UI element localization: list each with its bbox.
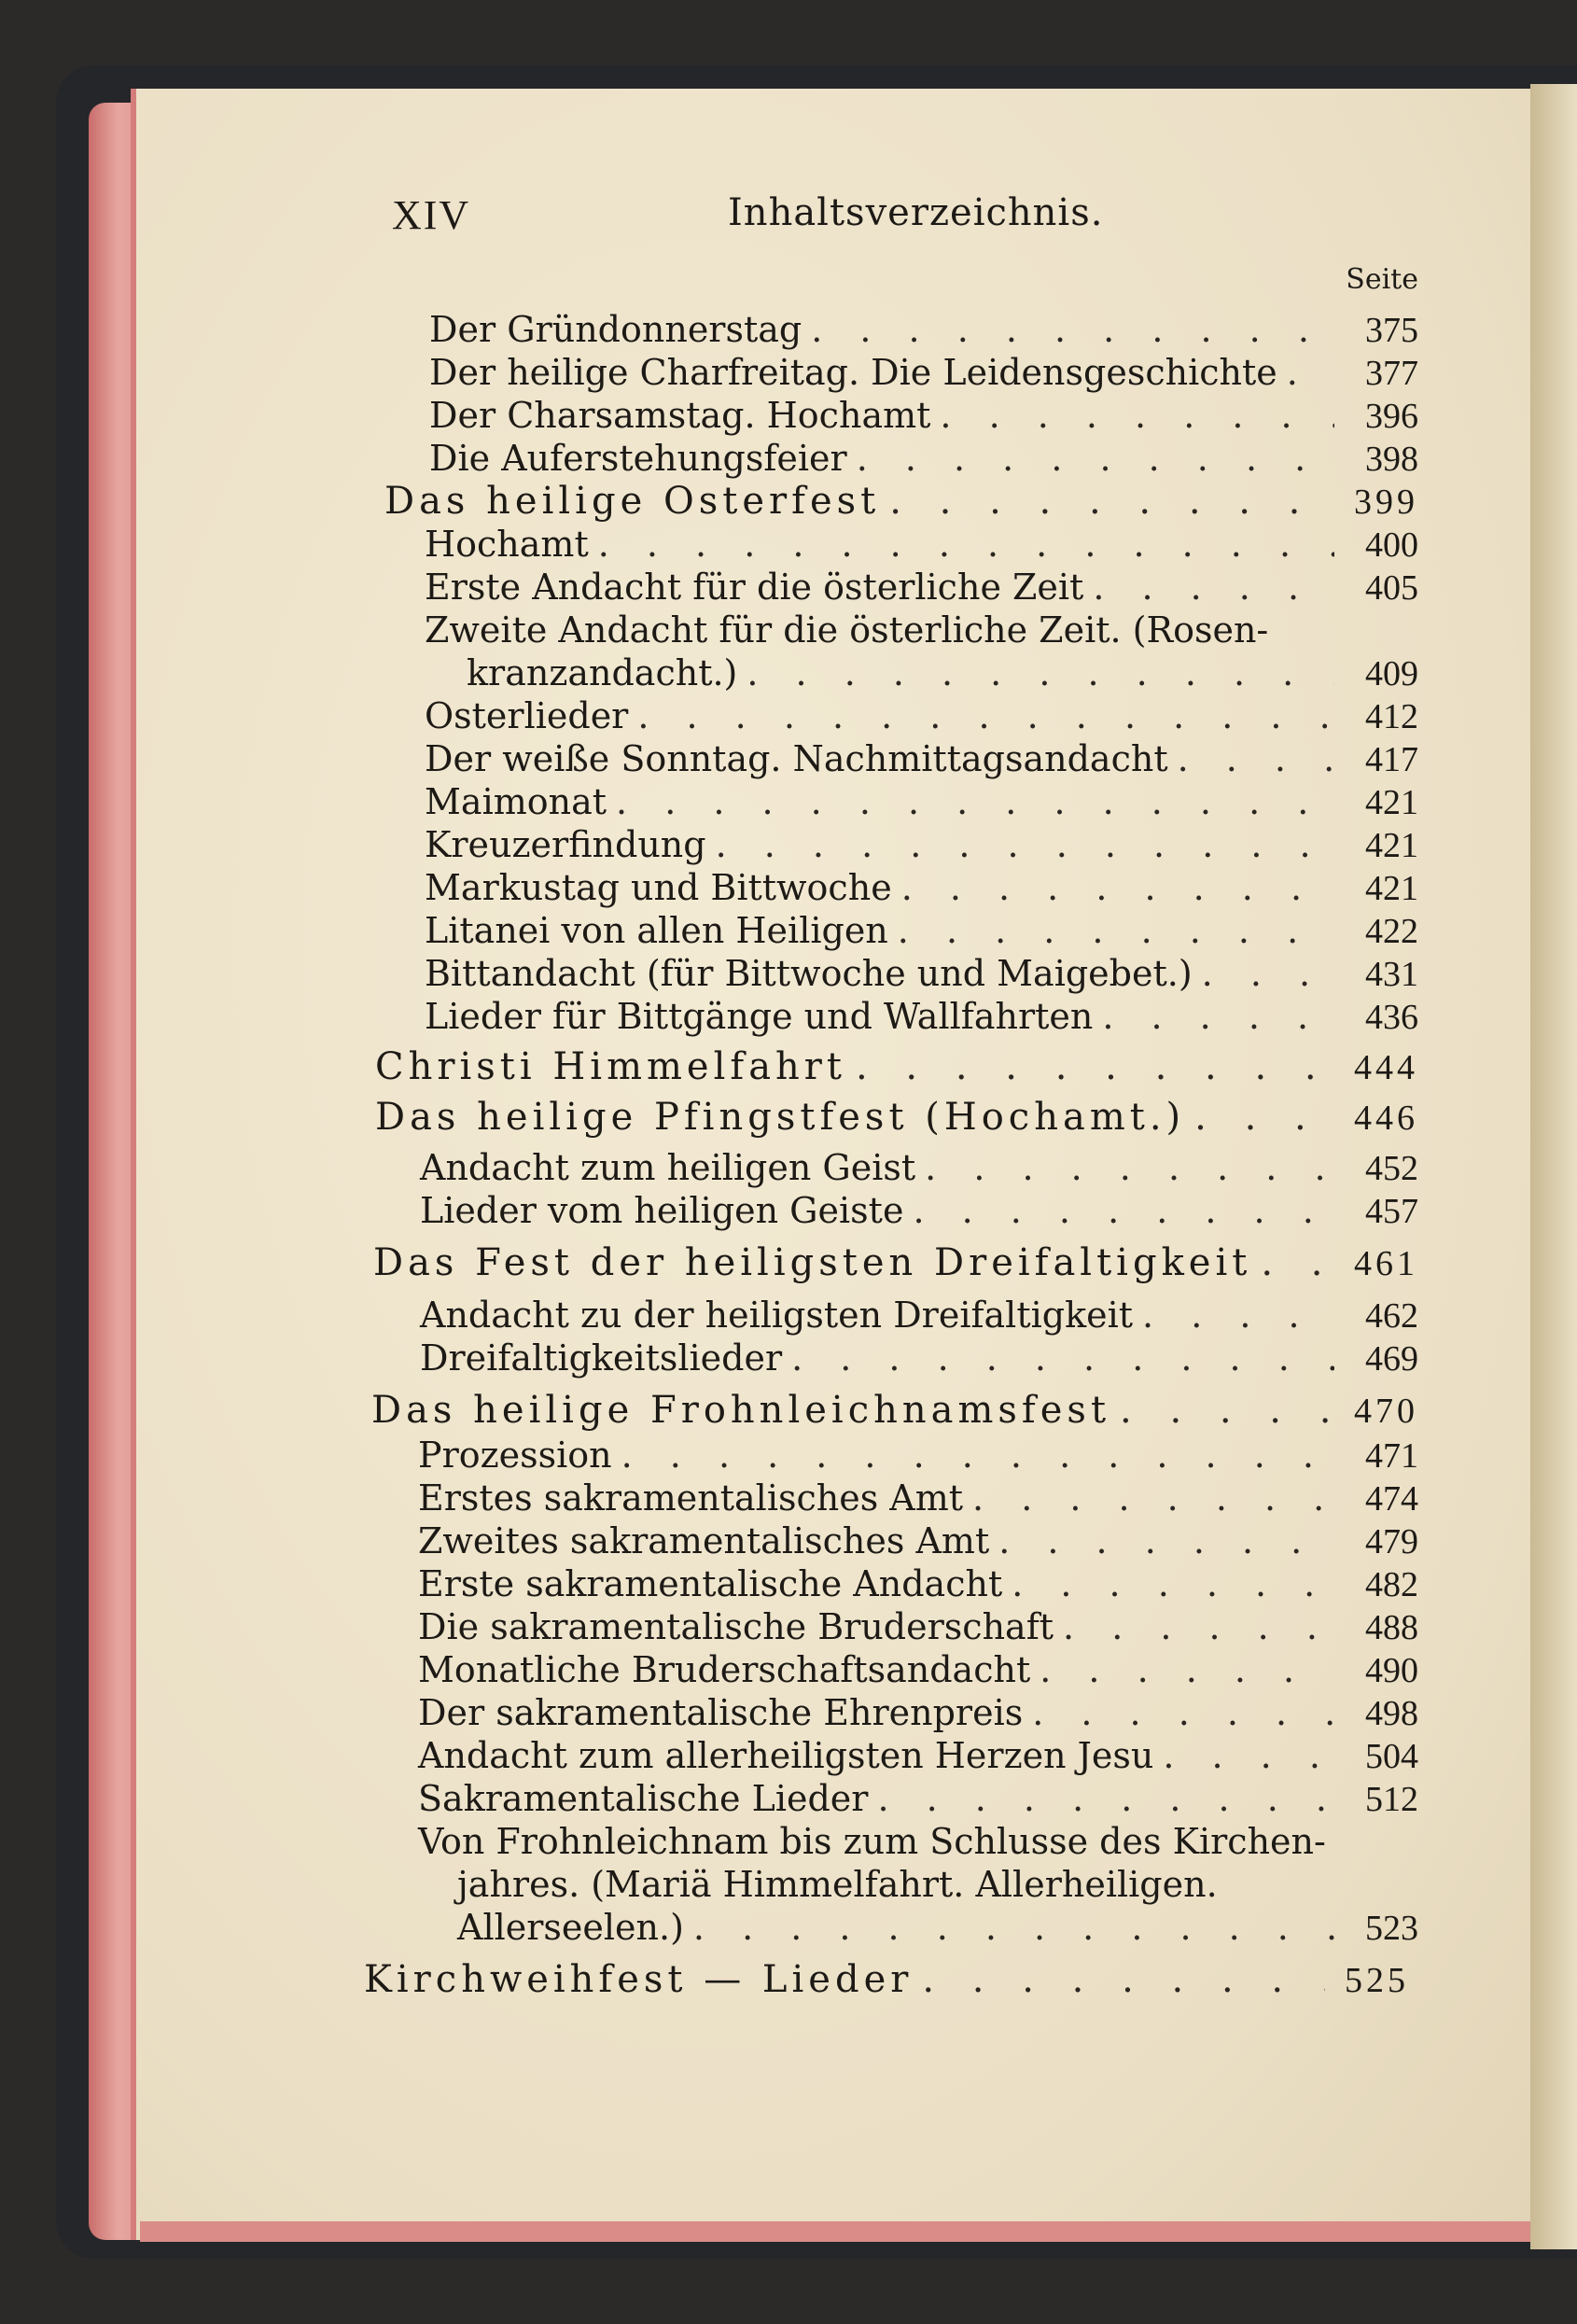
toc-leader xyxy=(998,1519,1334,1562)
toc-entry-title: Kreuzerfindung xyxy=(425,824,706,865)
toc-entry[interactable] xyxy=(418,1562,1418,1605)
toc-leader xyxy=(889,480,1334,523)
toc-leader xyxy=(1063,1605,1334,1648)
toc-entry-page: 396 xyxy=(1365,397,1418,436)
toc-entry[interactable] xyxy=(418,1777,1418,1820)
toc-entry[interactable] xyxy=(420,1189,1418,1232)
toc-entry-title: Zweites sakramentalisches Amt xyxy=(418,1520,990,1561)
toc-entry-page: 398 xyxy=(1365,440,1418,479)
toc-leader xyxy=(972,1477,1334,1519)
toc-section[interactable] xyxy=(364,1958,1409,2001)
toc-entry[interactable] xyxy=(420,1146,1418,1189)
toc-entry-page: 399 xyxy=(1354,483,1418,522)
toc-entry-page: 421 xyxy=(1365,826,1418,865)
toc-entry-page: 470 xyxy=(1354,1392,1418,1431)
toc-entry-page: 421 xyxy=(1365,783,1418,822)
toc-entry-page: 444 xyxy=(1354,1048,1418,1087)
running-title: Inhaltsverzeichnis. xyxy=(728,191,1104,234)
toc-leader xyxy=(925,1146,1334,1189)
toc-leader xyxy=(1032,1691,1334,1734)
toc-entry-page: 377 xyxy=(1365,354,1418,393)
toc-entry-title: Der Gründonnerstag xyxy=(429,309,802,350)
toc-entry[interactable] xyxy=(418,1477,1418,1519)
toc-leader xyxy=(901,866,1334,909)
toc-entry[interactable] xyxy=(425,780,1418,823)
toc-entry-title: Osterlieder xyxy=(425,695,629,736)
toc-entry[interactable] xyxy=(418,1434,1418,1477)
toc-entry-page: 409 xyxy=(1365,654,1418,693)
toc-section[interactable] xyxy=(375,1096,1418,1139)
toc-entry[interactable] xyxy=(425,909,1418,952)
page-folio: XIV xyxy=(392,192,471,238)
toc-entry-page: 482 xyxy=(1365,1565,1418,1604)
toc-section-title: Das heilige Frohnleichnamsfest xyxy=(371,1389,1111,1432)
toc-leader xyxy=(913,1189,1334,1232)
toc-entry[interactable] xyxy=(418,1519,1418,1562)
toc-leader xyxy=(598,523,1334,566)
toc-entry[interactable] xyxy=(425,866,1418,909)
toc-entry-title: Erste Andacht für die österliche Zeit xyxy=(425,567,1084,608)
toc-entry-title-continuation: kranzandacht.) xyxy=(467,652,738,693)
toc-section[interactable] xyxy=(375,1045,1418,1088)
toc-entry[interactable] xyxy=(429,437,1418,480)
toc-entry-page: 422 xyxy=(1365,912,1418,951)
toc-leader xyxy=(1261,1241,1334,1284)
toc-section-title: Das Fest der heiligsten Dreifaltigkeit xyxy=(373,1241,1252,1284)
toc-entry[interactable] xyxy=(420,1294,1418,1337)
toc-leader xyxy=(1194,1096,1334,1139)
toc-entry[interactable] xyxy=(429,308,1418,351)
toc-section[interactable] xyxy=(384,480,1418,523)
toc-leader xyxy=(1012,1562,1334,1605)
toc-section-title: Das heilige Osterfest xyxy=(384,480,881,523)
toc-section-title: Das heilige Pfingstfest (Hochamt.) xyxy=(375,1096,1186,1139)
toc-leader xyxy=(922,1958,1325,2001)
toc-leader xyxy=(1102,995,1334,1038)
toc-entry-page: 431 xyxy=(1365,955,1418,994)
toc-entry[interactable] xyxy=(429,394,1418,437)
toc-leader xyxy=(940,394,1334,437)
toc-leader xyxy=(1287,351,1334,394)
toc-leader xyxy=(621,1434,1334,1477)
toc-entry[interactable] xyxy=(418,1605,1418,1648)
toc-entry[interactable] xyxy=(425,952,1418,995)
toc-entry-page: 405 xyxy=(1365,568,1418,608)
toc-entry-title: Prozession xyxy=(418,1435,612,1476)
toc-entry-title: Bittandacht (für Bittwoche und Maigebet.) xyxy=(425,953,1193,994)
toc-entry-page: 488 xyxy=(1365,1608,1418,1647)
toc-entry-title: Markustag und Bittwoche xyxy=(425,867,892,908)
toc-leader xyxy=(791,1337,1334,1379)
toc-entry-page: 462 xyxy=(1365,1296,1418,1336)
toc-entry-page: 504 xyxy=(1365,1737,1418,1776)
toc-entry[interactable] xyxy=(425,823,1418,866)
toc-entry-title: Andacht zum heiligen Geist xyxy=(420,1147,916,1188)
toc-entry-page: 490 xyxy=(1365,1651,1418,1690)
toc-entry-page: 471 xyxy=(1365,1436,1418,1476)
page-header xyxy=(392,191,1428,257)
toc-leader xyxy=(1142,1294,1334,1337)
toc-entry-page: 436 xyxy=(1365,998,1418,1037)
toc-entry-page: 461 xyxy=(1354,1244,1418,1283)
toc-leader xyxy=(616,780,1334,823)
toc-entry[interactable] xyxy=(418,1820,1418,1863)
toc-entry-title: Von Frohnleichnam bis zum Schlusse des Kirchen- xyxy=(418,1821,1326,1862)
toc-leader xyxy=(1120,1389,1334,1432)
page-column-label: Seite xyxy=(1346,263,1418,296)
toc-entry-page: 446 xyxy=(1354,1099,1418,1138)
toc-entry-page: 417 xyxy=(1365,740,1418,779)
toc-leader xyxy=(856,1045,1334,1088)
toc-entry-continuation[interactable] xyxy=(457,1906,1418,1949)
toc-entry-page: 375 xyxy=(1365,311,1418,350)
toc-entry-page: 421 xyxy=(1365,869,1418,908)
toc-leader xyxy=(811,308,1334,351)
toc-entry[interactable] xyxy=(418,1648,1418,1691)
toc-entry-page: 400 xyxy=(1365,525,1418,565)
toc-entry[interactable] xyxy=(418,1734,1418,1777)
toc-entry-page: 457 xyxy=(1365,1192,1418,1231)
toc-leader xyxy=(1163,1734,1334,1777)
toc-leader xyxy=(747,651,1334,694)
toc-leader xyxy=(877,1777,1334,1820)
toc-entry-title: Zweite Andacht für die österliche Zeit. (Rosen- xyxy=(425,609,1269,651)
toc-entry-title: Hochamt xyxy=(425,524,589,565)
toc-entry-title: Der weiße Sonntag. Nachmittagsandacht xyxy=(425,738,1168,779)
toc-entry-title: Erste sakramentalische Andacht xyxy=(418,1563,1003,1604)
toc-entry-title: Litanei von allen Heiligen xyxy=(425,910,888,951)
toc-entry-title: Andacht zu der heiligsten Dreifaltigkeit xyxy=(420,1295,1134,1336)
toc-section-title: Kirchweihfest — Lieder xyxy=(364,1958,914,2001)
toc-entry-title: Andacht zum allerheiligsten Herzen Jesu xyxy=(418,1735,1154,1776)
toc-entry-title: Lieder vom heiligen Geiste xyxy=(420,1190,904,1231)
toc-section-title: Christi Himmelfahrt xyxy=(375,1045,846,1088)
toc-entry[interactable] xyxy=(418,1691,1418,1734)
toc-entry[interactable] xyxy=(420,1337,1418,1379)
toc-entry-title: Dreifaltigkeitslieder xyxy=(420,1337,783,1379)
toc-entry[interactable] xyxy=(425,694,1418,737)
toc-entry-title: Der sakramentalische Ehrenpreis xyxy=(418,1692,1024,1733)
toc-leader xyxy=(1093,566,1334,609)
toc-leader xyxy=(1040,1648,1334,1691)
toc-entry-page: 479 xyxy=(1365,1522,1418,1561)
toc-entry[interactable] xyxy=(425,566,1418,609)
toc-entry-page: 474 xyxy=(1365,1479,1418,1519)
toc-entry-page: 498 xyxy=(1365,1694,1418,1733)
toc-entry-title: Maimonat xyxy=(425,781,607,822)
toc-entry-continuation[interactable] xyxy=(467,651,1418,694)
toc-leader xyxy=(857,437,1334,480)
toc-entry[interactable] xyxy=(425,523,1418,566)
toc-leader xyxy=(716,823,1334,866)
toc-entry-title: Sakramentalische Lieder xyxy=(418,1778,869,1819)
facing-page-edge xyxy=(1530,84,1577,2249)
toc-entry-title: Lieder für Bittgänge und Wallfahrten xyxy=(425,996,1094,1037)
toc-entry-title: Monatliche Bruderschaftsandacht xyxy=(418,1649,1031,1690)
toc-entry-continuation[interactable] xyxy=(457,1863,1418,1906)
toc-entry[interactable] xyxy=(425,737,1418,780)
toc-entry[interactable] xyxy=(425,609,1418,651)
toc-entry-page: 525 xyxy=(1345,1961,1409,2000)
toc-entry[interactable] xyxy=(429,351,1418,394)
toc-leader xyxy=(1178,737,1334,780)
toc-leader xyxy=(898,909,1334,952)
toc-entry-title: Der Charsamstag. Hochamt xyxy=(429,395,931,436)
page-edge-bottom xyxy=(140,2221,1530,2242)
toc-entry-page: 512 xyxy=(1365,1780,1418,1819)
toc-entry-title: Die Auferstehungsfeier xyxy=(429,438,847,479)
toc-entry[interactable] xyxy=(425,995,1418,1038)
toc-entry-page: 469 xyxy=(1365,1339,1418,1379)
toc-entry-page: 452 xyxy=(1365,1149,1418,1188)
toc-leader xyxy=(693,1906,1334,1949)
toc-entry-title: Die sakramentalische Bruderschaft xyxy=(418,1606,1054,1647)
toc-section[interactable] xyxy=(371,1389,1418,1432)
toc-entry-page: 412 xyxy=(1365,697,1418,736)
toc-entry-title-continuation: Allerseelen.) xyxy=(457,1907,684,1948)
toc-section[interactable] xyxy=(373,1241,1418,1284)
toc-leader xyxy=(1202,952,1334,995)
toc-entry-title: Erstes sakramentalisches Amt xyxy=(418,1477,964,1519)
toc-entry-title: Der heilige Charfreitag. Die Leidensgeschichte xyxy=(429,352,1277,393)
toc-entry-page: 523 xyxy=(1365,1909,1418,1948)
toc-leader xyxy=(637,694,1334,737)
toc-entry-title-continuation: jahres. (Mariä Himmelfahrt. Allerheiligen. xyxy=(457,1864,1218,1905)
